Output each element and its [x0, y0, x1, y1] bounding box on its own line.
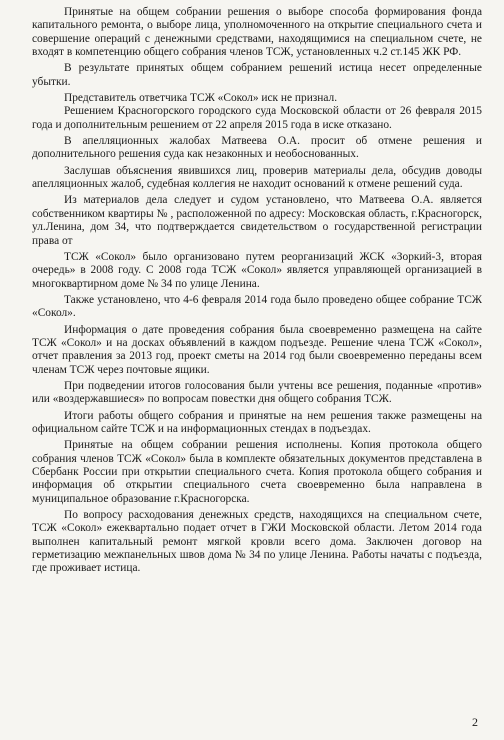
paragraph-7: Из материалов дела следует и судом установлено, что Матвеева О.А. является собственником квартиры № , расположенной по адресу: Московская область, г.Красногорск, ул.Ленина, дом 34, что подтверждается свидетельством о государственной регистрации права от	[32, 194, 482, 247]
paragraph-12: Итоги работы общего собрания и принятые на нем решения также размещены на официальном сайте ТСЖ и на информационных стендах в подъездах.	[32, 409, 482, 435]
paragraph-14: По вопросу расходования денежных средств, находящихся на специальном счете, ТСЖ «Сокол» ежеквартально подает отчет в ГЖИ Московской области. Летом 2014 года выполнен капитальный ремонт мягкой кровли всего дома. Заключен договор на герметизацию межпанельных швов дома № 34 по улице Ленина. Работы начаты с подъезда, где проживает истица.	[32, 509, 482, 575]
paragraph-8: ТСЖ «Сокол» было организовано путем реорганизаций ЖСК «Зоркий-3, вторая очередь» в 2008 году. С 2008 года ТСЖ «Сокол» является управляющей организацией в многоквартирном доме № 34 по улице Ленина.	[32, 250, 482, 290]
paragraph-4: Решением Красногорского городского суда Московской области от 26 февраля 2015 года и дополнительным решением от 22 апреля 2015 года в иске отказано.	[32, 105, 482, 131]
paragraph-10: Информация о дате проведения собрания была своевременно размещена на сайте ТСЖ «Сокол» и на досках объявлений в каждом подъезде. Решение члена ТСЖ «Сокол», отчет правления за 2013 год, проект сметы на 2014 год были своевременно переданы всем членам ТСЖ через почтовые ящики.	[32, 323, 482, 376]
page-number: 2	[472, 715, 478, 729]
paragraph-5: В апелляционных жалобах Матвеева О.А. просит об отмене решения и дополнительного решения суда как незаконных и необоснованных.	[32, 135, 482, 161]
paragraph-1: Принятые на общем собрании решения о выборе способа формирования фонда капитального ремонта, о выборе лица, уполномоченного на открытие специального счета и совершение операций с денежными средствами, находящимися на специальном счете, не входят в компетенцию общего собрания членов ТСЖ, установленных ч.2 ст.145 ЖК РФ.	[32, 6, 482, 59]
paragraph-13: Принятые на общем собрании решения исполнены. Копия протокола общего собрания членов ТСЖ «Сокол» была в комплекте обязательных документов представлена в Сбербанк России при открытии специального счета. Копия протокола общего собрания и информация об открытии специального счета своевременно была направлена в муниципальное образование г.Красногорска.	[32, 439, 482, 505]
paragraph-9: Также установлено, что 4-6 февраля 2014 года было проведено общее собрание ТСЖ «Сокол».	[32, 293, 482, 320]
document-body	[32, 6, 482, 576]
paragraph-6: Заслушав объяснения явившихся лиц, проверив материалы дела, обсудив доводы апелляционных жалоб, судебная коллегия не находит оснований к отмене решений суда.	[32, 164, 482, 191]
paragraph-3: Представитель ответчика ТСЖ «Сокол» иск не признал.	[64, 92, 338, 105]
paragraph-2: В результате принятых общем собранием решений истица несет определенные убытки.	[32, 62, 482, 88]
paragraph-11: При подведении итогов голосования были учтены все решения, поданные «против» или «воздержавшиеся» по вопросам повестки дня общего собрания ТСЖ.	[32, 379, 482, 406]
